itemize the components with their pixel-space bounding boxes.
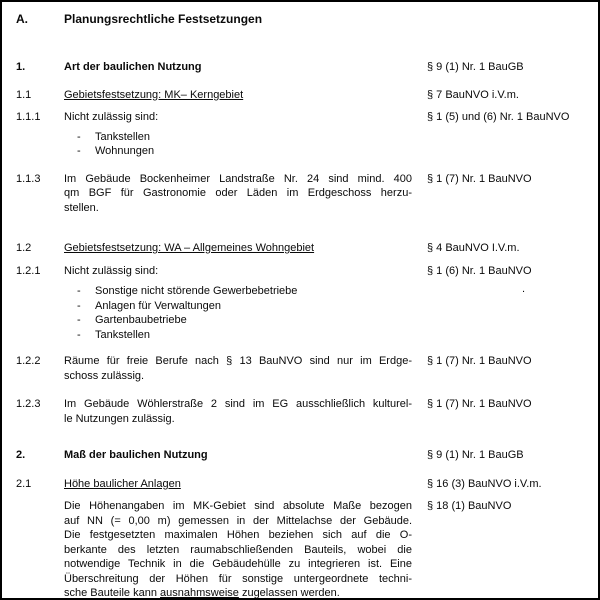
section-row-1-2 — [16, 241, 590, 256]
list-item — [77, 144, 412, 159]
section-row-2-1-paragraph — [16, 499, 590, 600]
list-item — [77, 299, 412, 314]
paragraph-line: Überschreitung der Höhen für sonstige untergeordnete techni- — [64, 572, 412, 585]
list-item — [77, 284, 412, 299]
legal-reference: § 7 BauNVO i.V.m. — [427, 88, 519, 101]
paragraph-line: notwendige Technik in die Gebäudehülle zu integrieren ist. Eine — [64, 558, 412, 570]
paragraph-text: sche Bauteile kann — [64, 587, 161, 599]
legal-reference: § 1 (6) Nr. 1 BauNVO — [427, 264, 532, 277]
section-row-1-1-3 — [16, 172, 590, 216]
bullet-dash: - — [77, 299, 81, 312]
document-title-row — [16, 12, 590, 27]
legal-reference: § 9 (1) Nr. 1 BauGB — [427, 61, 524, 73]
bullet-item: Gartenbaubetriebe — [95, 314, 187, 326]
section-row-2-1 — [16, 477, 590, 492]
paragraph-line: stellen. — [64, 201, 99, 214]
bullet-list-row — [16, 284, 590, 342]
paragraph-line: Die Höhenangaben im MK-Gebiet sind absolute Maße bezogen — [64, 500, 412, 512]
bullet-dash: - — [77, 130, 81, 143]
section-heading: Maß der baulichen Nutzung — [64, 449, 208, 461]
section-number: 2.1 — [16, 477, 32, 490]
section-number: A. — [16, 12, 28, 26]
paragraph-line: schoss zulässig. — [64, 369, 145, 382]
section-number: 1. — [16, 61, 26, 73]
section-number: 1.1 — [16, 88, 32, 101]
paragraph-line — [64, 586, 412, 600]
section-row-2 — [16, 448, 590, 463]
legal-reference: § 9 (1) Nr. 1 BauGB — [427, 449, 524, 461]
page-title: Planungsrechtliche Festsetzungen — [64, 12, 263, 26]
section-number: 1.2.2 — [16, 355, 41, 367]
bullet-dash: - — [77, 328, 81, 341]
paragraph-line: Im Gebäude Wöhlerstraße 2 sind im EG ausschließlich kulturel- — [64, 398, 412, 410]
bullet-item: Tankstellen — [95, 328, 151, 341]
clause-paragraph — [64, 397, 412, 426]
paragraph-line: qm BGF für Gastronomie oder Läden im Erdgeschoss herzu- — [64, 187, 412, 199]
clause-text: Nicht zulässig sind: — [64, 111, 159, 123]
clause-paragraph — [64, 354, 412, 383]
legal-reference: § 1 (7) Nr. 1 BauNVO — [427, 398, 532, 410]
scan-artifact-dot: . — [522, 283, 526, 295]
paragraph-line: auf NN (= 0,00 m) gemessen in der Mittelachse der Gebäude. — [64, 514, 412, 527]
legal-reference: § 1 (7) Nr. 1 BauNVO — [427, 355, 532, 367]
bullet-item: Wohnungen — [95, 145, 155, 157]
bullet-list — [64, 130, 412, 159]
bullet-dash: - — [77, 145, 81, 157]
section-heading: Höhe baulicher Anlagen — [64, 477, 181, 490]
underlined-term: ausnahmsweise — [160, 587, 239, 599]
section-number: 1.1.3 — [16, 172, 41, 185]
paragraph-line: Im Gebäude Bockenheimer Landstraße Nr. 24 sind mind. 400 — [64, 172, 412, 185]
bullet-list-row — [16, 130, 590, 159]
legal-reference: § 1 (5) und (6) Nr. 1 BauNVO — [427, 111, 570, 123]
section-row-1-1-1 — [16, 110, 590, 125]
section-row-1-2-3 — [16, 397, 590, 426]
clause-text: Nicht zulässig sind: — [64, 264, 159, 277]
section-heading: Gebietsfestsetzung: MK– Kerngebiet — [64, 88, 244, 101]
paragraph-line: berkante des letzten raumabschließenden Bauteils, wobei die — [64, 543, 412, 556]
paragraph-text: zugelassen werden. — [238, 587, 340, 599]
legal-reference: § 16 (3) BauNVO i.V.m. — [427, 477, 542, 490]
list-item — [77, 130, 412, 145]
bullet-dash: - — [77, 285, 81, 297]
list-item — [77, 328, 412, 343]
section-number: 1.1.1 — [16, 111, 41, 123]
clause-paragraph — [64, 172, 412, 216]
bullet-list — [64, 284, 412, 342]
bullet-dash: - — [77, 314, 81, 326]
section-number: 1.2.1 — [16, 264, 41, 277]
section-row-1-1 — [16, 88, 590, 103]
paragraph-line: le Nutzungen zulässig. — [64, 412, 175, 425]
paragraph-line: Räume für freie Berufe nach § 13 BauNVO sind nur im Erdge- — [64, 355, 412, 367]
clause-paragraph — [64, 499, 412, 600]
section-number: 1.2 — [16, 242, 32, 254]
legal-reference: § 18 (1) BauNVO — [427, 500, 512, 512]
reference-cell — [412, 284, 590, 294]
section-number: 2. — [16, 449, 26, 461]
section-heading: Gebietsfestsetzung: WA – Allgemeines Wohngebiet — [64, 242, 315, 254]
bullet-item: Tankstellen — [95, 130, 151, 143]
section-heading: Art der baulichen Nutzung — [64, 61, 202, 73]
legal-reference: § 1 (7) Nr. 1 BauNVO — [427, 172, 532, 185]
paragraph-line: Die festgesetzten maximalen Höhen beziehen sich auf die O- — [64, 529, 412, 541]
section-number: 1.2.3 — [16, 398, 41, 410]
bullet-item: Sonstige nicht störende Gewerbebetriebe — [95, 285, 298, 297]
section-row-1-2-2 — [16, 354, 590, 383]
section-row-1 — [16, 60, 590, 75]
list-item — [77, 313, 412, 328]
section-row-1-2-1 — [16, 264, 590, 279]
bullet-item: Anlagen für Verwaltungen — [95, 299, 221, 312]
legal-reference: § 4 BauNVO I.V.m. — [427, 242, 520, 254]
